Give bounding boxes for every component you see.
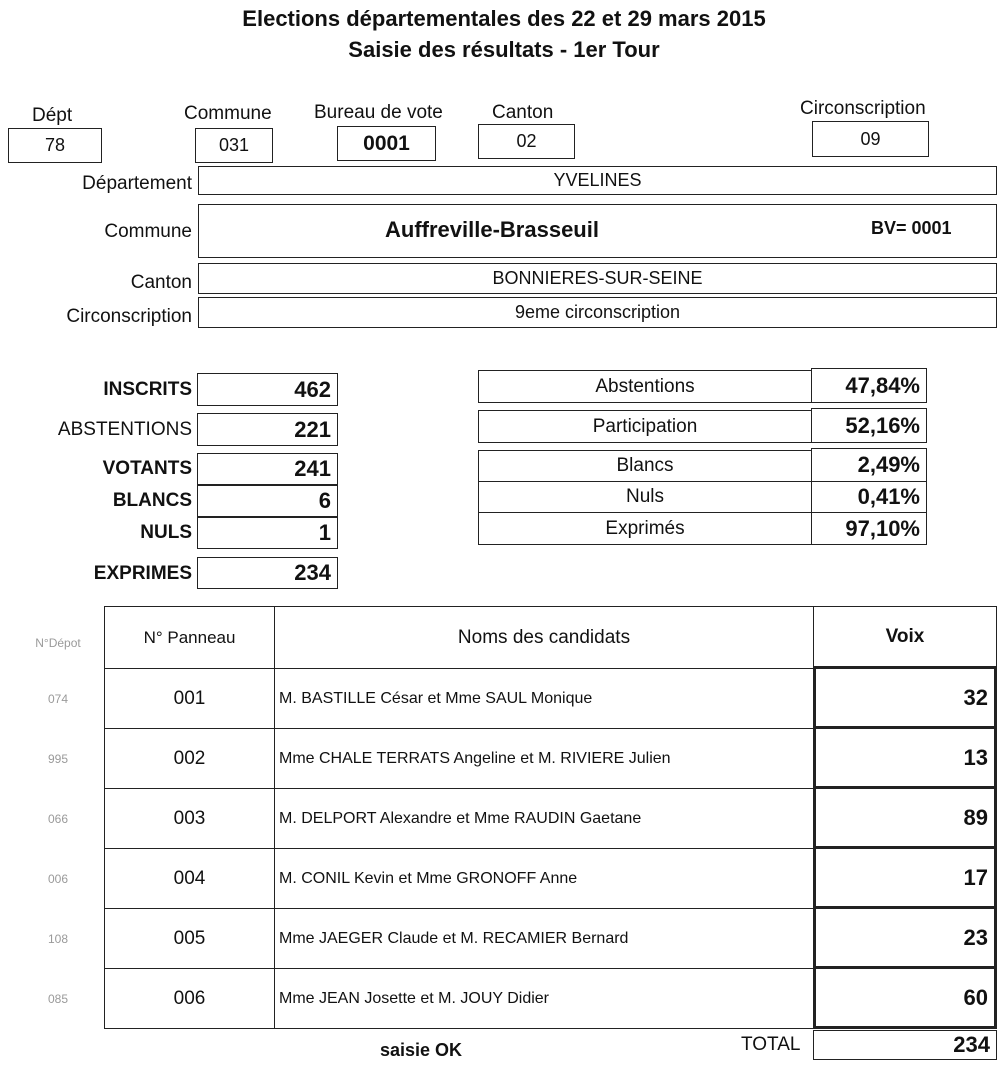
voix-field[interactable]: 17 — [813, 846, 997, 909]
voix-field[interactable]: 89 — [813, 786, 997, 849]
voix-header: Voix — [813, 606, 997, 667]
nuls-rate-label: Nuls — [478, 481, 812, 513]
inscrits-label: INSCRITS — [103, 379, 192, 400]
votants-field[interactable]: 241 — [197, 453, 338, 485]
abstentions-label: ABSTENTIONS — [57, 419, 192, 440]
depot-header: N°Dépot — [35, 636, 81, 650]
depot-number: 995 — [47, 752, 69, 766]
votants-label: VOTANTS — [102, 458, 192, 479]
candidate-name: Mme JAEGER Claude et M. RECAMIER Bernard — [274, 908, 814, 969]
commune-code-field[interactable]: 031 — [195, 128, 273, 163]
circ-code-field[interactable]: 09 — [812, 121, 929, 157]
exprimes-field[interactable]: 234 — [197, 557, 338, 589]
abstentions-rate-label: Abstentions — [478, 370, 812, 403]
inscrits-field[interactable]: 462 — [197, 373, 338, 406]
bureau-label: Bureau de vote — [314, 102, 443, 123]
commune-name: Auffreville-Brasseuil — [385, 217, 599, 242]
abstentions-field[interactable]: 221 — [197, 413, 338, 446]
circ-code-label: Circonscription — [800, 98, 926, 119]
candidate-name: Mme JEAN Josette et M. JOUY Didier — [274, 968, 814, 1029]
commune-field[interactable] — [198, 204, 997, 258]
circ-label: Circonscription — [66, 306, 192, 327]
panneau-number: 002 — [104, 728, 275, 789]
voix-field[interactable]: 60 — [813, 966, 997, 1029]
dept-label: Dépt — [32, 105, 73, 126]
blancs-rate-field[interactable]: 2,49% — [811, 448, 927, 482]
nuls-label: NULS — [140, 522, 192, 543]
commune-code-label: Commune — [184, 103, 272, 124]
page-subtitle: Saisie des résultats - 1er Tour — [348, 37, 660, 62]
depot-number: 066 — [47, 812, 69, 826]
canton-code-field[interactable]: 02 — [478, 124, 575, 159]
circ-field[interactable]: 9eme circonscription — [198, 297, 997, 328]
abstentions-rate-field[interactable]: 47,84% — [811, 368, 927, 403]
departement-field[interactable]: YVELINES — [198, 166, 997, 195]
nuls-field[interactable]: 1 — [197, 517, 338, 549]
depot-number: 085 — [47, 992, 69, 1006]
bv-value: BV= 0001 — [871, 218, 952, 238]
participation-rate-label: Participation — [478, 410, 812, 443]
depot-number: 006 — [47, 872, 69, 886]
depot-number: 074 — [47, 692, 69, 706]
page-title: Elections départementales des 22 et 29 mars 2015 — [242, 6, 766, 31]
commune-label: Commune — [104, 221, 192, 242]
candidate-name: M. CONIL Kevin et Mme GRONOFF Anne — [274, 848, 814, 909]
departement-label: Département — [82, 173, 192, 194]
panneau-number: 004 — [104, 848, 275, 909]
dept-code-field[interactable]: 78 — [8, 128, 102, 163]
depot-number: 108 — [47, 932, 69, 946]
voix-field[interactable]: 32 — [813, 666, 997, 729]
panneau-number: 001 — [104, 668, 275, 729]
canton-label: Canton — [130, 272, 192, 293]
status-text: saisie OK — [380, 1040, 463, 1060]
noms-header: Noms des candidats — [274, 606, 814, 669]
total-label: TOTAL — [741, 1034, 801, 1055]
canton-field[interactable]: BONNIERES-SUR-SEINE — [198, 263, 997, 294]
candidate-name: M. BASTILLE César et Mme SAUL Monique — [274, 668, 814, 729]
exprimes-label: EXPRIMES — [93, 563, 192, 584]
blancs-rate-label: Blancs — [478, 450, 812, 482]
total-field[interactable]: 234 — [813, 1030, 997, 1060]
exprimes-rate-label: Exprimés — [478, 512, 812, 545]
bureau-code-field[interactable]: 0001 — [337, 126, 436, 161]
nuls-rate-field[interactable]: 0,41% — [811, 481, 927, 513]
exprimes-rate-field[interactable]: 97,10% — [811, 512, 927, 545]
blancs-label: BLANCS — [112, 490, 192, 511]
panneau-number: 005 — [104, 908, 275, 969]
voix-field[interactable]: 23 — [813, 906, 997, 969]
panneau-number: 003 — [104, 788, 275, 849]
panneau-header: N° Panneau — [104, 606, 275, 669]
candidate-name: M. DELPORT Alexandre et Mme RAUDIN Gaetane — [274, 788, 814, 849]
candidate-name: Mme CHALE TERRATS Angeline et M. RIVIERE Julien — [274, 728, 814, 789]
blancs-field[interactable]: 6 — [197, 485, 338, 517]
panneau-number: 006 — [104, 968, 275, 1029]
canton-code-label: Canton — [492, 102, 554, 123]
participation-rate-field[interactable]: 52,16% — [811, 408, 927, 443]
voix-field[interactable]: 13 — [813, 726, 997, 789]
